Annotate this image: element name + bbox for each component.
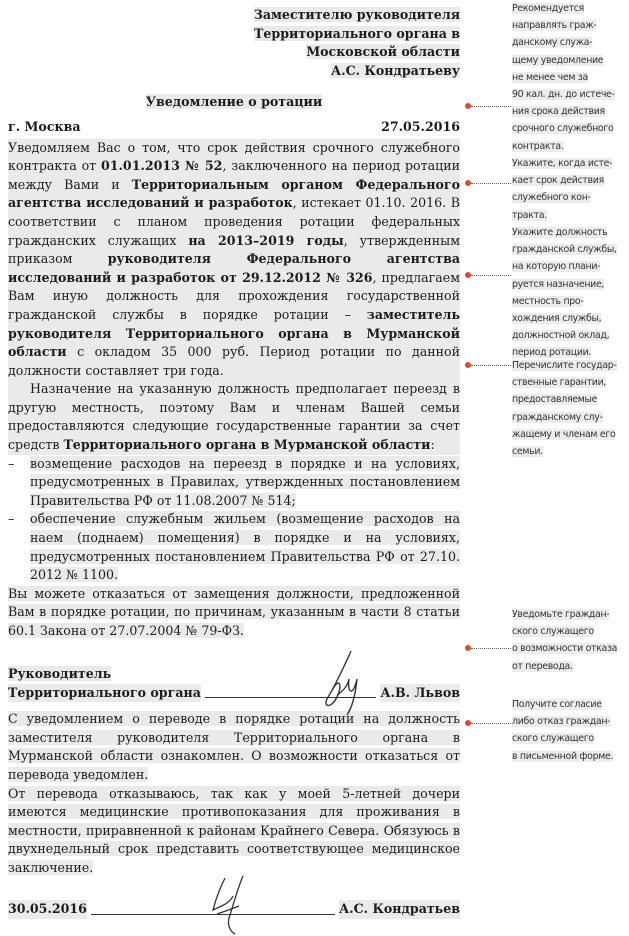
side-note-line: щему уведомление (512, 54, 604, 66)
side-note-line: Укажите, когда исте- (512, 158, 613, 169)
side-note-line: направлять граж- (512, 20, 597, 32)
head-name: А.В. Львов (380, 684, 460, 703)
text-run: : (430, 437, 435, 453)
side-note-line: ского служащего (512, 733, 594, 745)
head-signature-block (8, 665, 460, 703)
connector-line (471, 106, 511, 107)
side-note-line: от перевода. (512, 660, 573, 672)
side-note-line: гражданской службы, (512, 244, 617, 256)
connector-line (471, 365, 511, 366)
acknowledgement-text-content: С уведомлением о переводе в порядке ротации на должность заместителя руководителя Территориального органа в Мурманской области ознакомлен. О возможности отказаться от перевода уведомлен. (8, 711, 460, 782)
city: г. Москва (8, 118, 81, 134)
side-note-line: Уведомьте граждан- (512, 609, 610, 620)
side-note-line: тракта. (512, 209, 547, 221)
side-note (512, 155, 624, 224)
recipient-line: А.С. Кондратьеву (330, 62, 460, 78)
recipient-line: Заместителю руководителя (253, 7, 460, 22)
list-item-text: обеспечение служебным жильем (возмещение расходов на наем (поднаем) помещения) в порядке и на условиях, предусмотренных постановлением Правительства РФ от 27.10. 2012 № 1100. (30, 511, 460, 583)
connector-line (471, 723, 511, 724)
side-note-line: руется назначение, (512, 278, 605, 290)
side-note-line: ского служащего (512, 626, 594, 638)
side-note-line: либо отказ граждан- (512, 716, 611, 728)
document-title (8, 93, 460, 112)
side-note (512, 224, 624, 362)
bold-text-run: 01.01.2013 № 52 (101, 158, 223, 174)
refusal-text (8, 785, 460, 878)
employee-name: А.С. Кондратьев (339, 900, 460, 919)
acknowledgement-block (8, 710, 460, 877)
side-note (512, 696, 624, 765)
connector-line (471, 183, 511, 184)
bold-text-run: руководителя Федерального агентства исследований и разработок от 29.12.2012 № 326 (8, 251, 460, 285)
side-note-line: Перечислите государ- (512, 360, 617, 371)
head-position: Руководитель (8, 665, 112, 681)
side-note-line: служебного кон- (512, 192, 591, 204)
paragraph-contract (8, 139, 460, 381)
text-run: с окладом 35 000 руб. Период ротации по данной должности составляет три года. (8, 344, 460, 378)
side-note-line: предоставляемые (512, 394, 598, 406)
bold-text-run: заместитель руководителя Территориального органа в Мурманской области (8, 306, 460, 360)
signature-icon (313, 649, 373, 719)
acknowledgement-text (8, 710, 460, 784)
bold-text-run: Территориального органа в Мурманской области (63, 437, 431, 453)
list-dash: – (8, 511, 15, 527)
side-note-line: кает срок действия (512, 175, 604, 187)
acknowledgement-date: 30.05.2016 (8, 900, 87, 919)
side-note-line: на которую плани- (512, 261, 601, 273)
side-note-line: 90 кал. дн. до истече- (512, 89, 615, 101)
side-note (512, 606, 624, 675)
paragraph-refusal-right-text: Вы можете отказаться от замещения должности, предложенной Вам в порядке ротации, по причинам, указанным в части 8 статьи 60.1 Закона от 27.07.2004 № 79-ФЗ. (8, 585, 460, 638)
list-item-text: возмещение расходов на переезд в порядке и на условиях, предусмотренных в Правилах, утвержденных постановлением Правительства РФ от 11.08.2007 № 514; (30, 455, 460, 508)
signature-line (205, 683, 377, 698)
notice-body (8, 139, 460, 641)
signature-icon (209, 876, 259, 936)
recipient-block (188, 6, 460, 80)
text-run: , утвержденным приказом (8, 232, 460, 267)
bold-text-run: Территориальным органом Федерального агентства исследований и разработок (8, 176, 460, 211)
side-note (512, 357, 624, 460)
side-note-line: жащему и членам его (512, 428, 616, 440)
side-note-line: Получите согласие (512, 699, 602, 710)
side-note-line: должностной оклад, (512, 330, 610, 342)
text-run: , предлагаем Вам иную должность для прохождения государственной гражданской службы в порядке ротации – (8, 269, 460, 322)
bold-text-run: на 2013–2019 годы (188, 232, 344, 248)
employee-signature-row (8, 900, 460, 919)
side-note-line: хождения службы, (512, 313, 602, 325)
text-run: Назначение на указанную должность предполагает переезд в другую местность, поэтому Вам и членам Вашей семьи предоставляются следующие государственные гарантии за счет средств (8, 381, 460, 453)
document-title-text: Уведомление о ротации (145, 94, 323, 110)
notice-date: 27.05.2016 (381, 118, 460, 134)
list-dash: – (8, 455, 15, 471)
side-note-line: Укажите должность (512, 227, 608, 238)
side-note-line: местность про- (512, 295, 584, 307)
side-note-line: в письменной форме. (512, 750, 614, 762)
text-run: , истекает 01.10. 2016. В соответствии с планом проведения ротации федеральных гражданских служащих (8, 195, 460, 248)
head-position-org: Территориального органа (8, 684, 201, 703)
refusal-text-content: От перевода отказываюсь, так как у моей 5-летней дочери имеются медицинские противопоказания для проживания в местности, приравненной к районам Крайнего Севера. Обязуюсь в двухнедельный срок представить соответствующее медицинское заключение. (8, 785, 460, 875)
side-note-line: семьи. (512, 446, 543, 458)
paragraph-guarantees (8, 380, 460, 454)
side-note-line: ния срока действия (512, 106, 605, 118)
guarantees-list (8, 455, 460, 585)
side-note-line: гражданскому слу- (512, 411, 603, 423)
text-run: , заключенного на период ротации между Вами и (8, 158, 460, 192)
signature-line (91, 900, 335, 915)
rotation-notice-document (8, 6, 460, 919)
connector-line (471, 275, 511, 276)
side-note-line: не менее чем за (512, 71, 588, 83)
list-item (8, 510, 460, 584)
side-note-line: данскому служа- (512, 37, 593, 49)
side-note-line: период ротации. (512, 347, 592, 359)
side-note (512, 0, 624, 155)
recipient-line: Территориального органа в Московской области (254, 25, 460, 60)
city-date-row (8, 118, 460, 137)
side-note-line: срочного служебного (512, 123, 614, 135)
connector-line (471, 648, 511, 649)
side-note-line: ственные гарантии, (512, 377, 607, 389)
side-note-line: Рекомендуется (512, 3, 584, 14)
paragraph-refusal-right (8, 585, 460, 641)
side-note-line: о возможности отказа (512, 643, 618, 655)
side-note-line: контракта. (512, 140, 564, 152)
text-run: Уведомляем Вас о том, что срок действия срочного служебного контракта от (8, 139, 460, 174)
list-item (8, 455, 460, 511)
